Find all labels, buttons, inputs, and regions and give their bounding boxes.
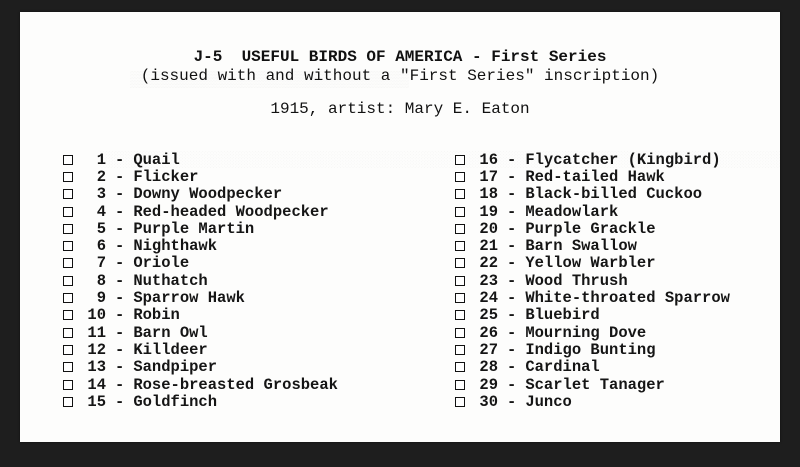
item-number: 18 [479, 185, 498, 204]
checklist-item [455, 324, 730, 341]
bird-name: Scarlet Tanager [525, 375, 665, 394]
item-separator: - [115, 358, 125, 377]
checklist-item [455, 220, 730, 237]
bird-name: Flicker [133, 167, 199, 186]
item-separator: - [507, 150, 517, 169]
checklist-left-column [63, 151, 338, 410]
checkbox[interactable] [63, 276, 73, 286]
item-number: 23 [479, 271, 498, 290]
checklist-item [63, 255, 338, 272]
checkbox[interactable] [63, 362, 73, 372]
item-separator: - [507, 271, 517, 290]
item-number: 1 [96, 150, 106, 169]
item-number: 26 [479, 323, 498, 342]
checkbox[interactable] [63, 397, 73, 407]
item-separator: - [115, 375, 125, 394]
checkbox[interactable] [63, 310, 73, 320]
bird-name: Red-tailed Hawk [525, 167, 665, 186]
checkbox[interactable] [455, 380, 465, 390]
item-separator: - [115, 271, 125, 290]
item-number: 30 [479, 392, 498, 411]
item-number: 19 [479, 202, 498, 221]
bird-name: Oriole [133, 254, 190, 273]
item-number: 27 [479, 340, 498, 359]
bird-name: Flycatcher (Kingbird) [525, 150, 721, 169]
checkbox[interactable] [63, 155, 73, 165]
item-separator: - [507, 323, 517, 342]
item-separator: - [115, 167, 125, 186]
item-number: 11 [87, 323, 106, 342]
item-number: 24 [479, 289, 498, 308]
checklist-item [63, 307, 338, 324]
item-separator: - [507, 202, 517, 221]
checklist-item [455, 272, 730, 289]
bird-name: Junco [525, 392, 572, 411]
item-separator: - [115, 323, 125, 342]
checklist-item [63, 359, 338, 376]
bird-name: Barn Owl [133, 323, 208, 342]
item-separator: - [115, 289, 125, 308]
item-number: 15 [87, 392, 106, 411]
item-number: 20 [479, 219, 498, 238]
checklist-item [63, 168, 338, 185]
item-number: 12 [87, 340, 106, 359]
checklist-right-column [455, 151, 730, 410]
item-separator: - [115, 237, 125, 256]
checkbox[interactable] [63, 345, 73, 355]
item-separator: - [507, 237, 517, 256]
item-number: 7 [96, 254, 106, 273]
item-number: 6 [96, 237, 106, 256]
checkbox[interactable] [455, 258, 465, 268]
checklist-item [455, 307, 730, 324]
checklist-item [63, 237, 338, 254]
item-separator: - [507, 289, 517, 308]
item-number: 21 [479, 237, 498, 256]
checkbox[interactable] [455, 345, 465, 355]
page-title: J-5 USEFUL BIRDS OF AMERICA - First Series [193, 48, 607, 66]
item-number: 14 [87, 375, 106, 394]
bird-name: Meadowlark [525, 202, 619, 221]
item-number: 10 [87, 306, 106, 325]
checklist-item [63, 341, 338, 358]
bird-name: Mourning Dove [525, 323, 647, 342]
checkbox[interactable] [63, 258, 73, 268]
checklist-item [63, 272, 338, 289]
checklist-item [63, 393, 338, 410]
bird-name: Yellow Warbler [525, 254, 656, 273]
checkbox[interactable] [455, 310, 465, 320]
page-subtitle: (issued with and without a "First Series" inscription) [140, 67, 660, 85]
item-separator: - [507, 340, 517, 359]
item-separator: - [507, 306, 517, 325]
item-number: 8 [96, 271, 106, 290]
checkbox[interactable] [455, 241, 465, 251]
checkbox[interactable] [455, 189, 465, 199]
item-number: 4 [96, 202, 106, 221]
bird-name: Quail [133, 150, 180, 169]
bird-name: Rose-breasted Grosbeak [133, 375, 338, 394]
bird-name: Wood Thrush [525, 271, 628, 290]
checklist-item [63, 203, 338, 220]
checkbox[interactable] [63, 380, 73, 390]
checkbox[interactable] [63, 189, 73, 199]
checklist-item [63, 324, 338, 341]
item-number: 17 [479, 167, 498, 186]
checkbox[interactable] [455, 155, 465, 165]
bird-name: Black-billed Cuckoo [525, 185, 703, 204]
item-separator: - [507, 254, 517, 273]
bird-name: Nuthatch [133, 271, 208, 290]
checklist-item [455, 255, 730, 272]
item-separator: - [507, 358, 517, 377]
item-separator: - [115, 340, 125, 359]
bird-name: Cardinal [525, 358, 600, 377]
item-separator: - [507, 375, 517, 394]
bird-name: Sandpiper [133, 358, 218, 377]
item-number: 3 [96, 185, 106, 204]
checkbox[interactable] [455, 224, 465, 234]
item-separator: - [115, 219, 125, 238]
item-number: 22 [479, 254, 498, 273]
checklist-item [63, 376, 338, 393]
item-separator: - [115, 254, 125, 273]
checkbox[interactable] [455, 293, 465, 303]
document-page [20, 12, 780, 442]
checklist-item [455, 341, 730, 358]
checkbox[interactable] [455, 397, 465, 407]
item-separator: - [507, 392, 517, 411]
item-number: 5 [96, 219, 106, 238]
item-separator: - [115, 392, 125, 411]
checkbox[interactable] [455, 207, 465, 217]
checkbox[interactable] [63, 224, 73, 234]
checklist-item [455, 237, 730, 254]
checklist-item [63, 289, 338, 306]
item-separator: - [115, 202, 125, 221]
item-number: 9 [96, 289, 106, 308]
checkbox[interactable] [455, 276, 465, 286]
item-number: 2 [96, 167, 106, 186]
issue-line: 1915, artist: Mary E. Eaton [270, 100, 530, 118]
bird-name: Nighthawk [133, 237, 218, 256]
item-separator: - [507, 167, 517, 186]
bird-name: Bluebird [525, 306, 600, 325]
item-number: 29 [479, 375, 498, 394]
bird-name: Red-headed Woodpecker [133, 202, 329, 221]
bird-name: White-throated Sparrow [525, 289, 730, 308]
item-separator: - [115, 306, 125, 325]
checklist-item [455, 376, 730, 393]
item-number: 13 [87, 358, 106, 377]
checkbox[interactable] [63, 328, 73, 338]
checkbox[interactable] [63, 293, 73, 303]
bird-name: Barn Swallow [525, 237, 637, 256]
checkbox[interactable] [63, 241, 73, 251]
checklist-item [455, 186, 730, 203]
bird-name: Sparrow Hawk [133, 289, 245, 308]
checklist-item [455, 168, 730, 185]
checklist-item [455, 289, 730, 306]
bird-name: Robin [133, 306, 180, 325]
bird-name: Purple Martin [133, 219, 255, 238]
checklist-item [63, 186, 338, 203]
checklist-item [455, 151, 730, 168]
item-number: 25 [479, 306, 498, 325]
checklist-item [455, 359, 730, 376]
checklist-item [455, 203, 730, 220]
bird-name: Indigo Bunting [525, 340, 656, 359]
item-separator: - [115, 185, 125, 204]
item-separator: - [507, 185, 517, 204]
checklist-item [63, 151, 338, 168]
item-separator: - [507, 219, 517, 238]
bird-name: Downy Woodpecker [133, 185, 283, 204]
checkbox[interactable] [455, 328, 465, 338]
bird-name: Killdeer [133, 340, 208, 359]
checklist-item [455, 393, 730, 410]
checklist-item [63, 220, 338, 237]
item-number: 16 [479, 150, 498, 169]
checkbox[interactable] [455, 172, 465, 182]
checkbox[interactable] [63, 172, 73, 182]
item-number: 28 [479, 358, 498, 377]
bird-name: Purple Grackle [525, 219, 656, 238]
item-separator: - [115, 150, 125, 169]
checkbox[interactable] [63, 207, 73, 217]
checkbox[interactable] [455, 362, 465, 372]
bird-name: Goldfinch [133, 392, 218, 411]
